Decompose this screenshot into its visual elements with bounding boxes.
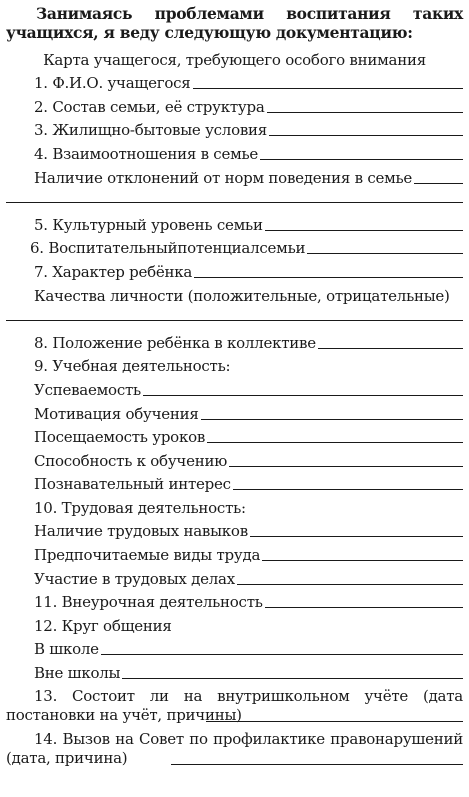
field-family-composition: 2. Состав семьи, её структура	[6, 93, 463, 117]
field-labor-skills: Наличие трудовых навыков	[6, 518, 463, 542]
section-labor: 10. Трудовая деятельность:	[34, 498, 246, 517]
field-extracurricular: 11. Внеурочная деятельность	[6, 589, 463, 613]
field-educational-potential: 6. Воспитательныйпотенциалсемьи	[6, 235, 463, 259]
field-cognitive-interest: Познавательный интерес	[6, 471, 463, 495]
fill-line[interactable]	[143, 395, 463, 396]
fill-line[interactable]	[265, 230, 463, 231]
field-position-in-collective: 8. Положение ребёнка в коллективе	[6, 329, 463, 353]
card-title	[6, 46, 463, 70]
fill-line[interactable]	[193, 88, 464, 89]
fill-line[interactable]	[233, 489, 463, 490]
section-study: 9. Учебная деятельность:	[34, 357, 231, 376]
fill-line[interactable]	[237, 584, 463, 585]
fill-line[interactable]	[267, 112, 463, 113]
field-motivation: Мотивация обучения	[6, 400, 463, 424]
field-personal-qualities: Качества личности (положительные, отрицательные)	[34, 286, 450, 305]
card-title-text: Карта учащегося, требующего особого внимания	[43, 50, 426, 69]
field-family-culture: 5. Культурный уровень семьи	[6, 211, 463, 235]
field-fio: 1. Ф.И.О. учащегося	[6, 70, 463, 94]
fill-line[interactable]	[201, 419, 463, 420]
fill-line[interactable]	[101, 654, 463, 655]
field-child-character: 7. Характер ребёнка	[6, 258, 463, 282]
fill-line[interactable]	[194, 277, 463, 278]
intro-paragraph: Занимаясь проблемами воспитания таких учащихся, я веду следующую документацию:	[6, 4, 463, 42]
field-at-school: В школе	[6, 636, 463, 660]
field-progress: Успеваемость	[6, 376, 463, 400]
field-labor-participation: Участие в трудовых делах	[6, 565, 463, 589]
field-outside-school: Вне школы	[6, 659, 463, 683]
fill-line[interactable]	[318, 348, 463, 349]
fill-line[interactable]	[260, 159, 463, 160]
fill-line[interactable]	[171, 764, 463, 765]
fill-line[interactable]	[229, 466, 463, 467]
field-living-conditions: 3. Жилищно-бытовые условия	[6, 117, 463, 141]
full-fill-line[interactable]	[6, 306, 463, 330]
fill-line[interactable]	[414, 183, 463, 184]
fill-line[interactable]	[250, 536, 463, 537]
fill-line[interactable]	[207, 442, 463, 443]
fill-line[interactable]	[307, 253, 463, 254]
field-preferred-labor: Предпочитаемые виды труда	[6, 541, 463, 565]
field-school-registration: 13. Состоит ли на внутришкольном учёте (дата постановки на учёт, причины)	[6, 687, 463, 725]
fill-line[interactable]	[269, 135, 463, 136]
fill-line[interactable]	[262, 560, 463, 561]
field-family-deviations: Наличие отклонений от норм поведения в семье	[6, 164, 463, 188]
fill-line[interactable]	[265, 607, 463, 608]
field-attendance: Посещаемость уроков	[6, 424, 463, 448]
field-family-relations: 4. Взаимоотношения в семье	[6, 140, 463, 164]
field-prevention-council: 14. Вызов на Совет по профилактике правонарушений (дата, причина)	[6, 730, 463, 768]
fill-line[interactable]	[206, 721, 463, 722]
field-learning-ability: Способность к обучению	[6, 447, 463, 471]
section-social-circle: 12. Круг общения	[34, 616, 172, 635]
fill-line[interactable]	[122, 678, 463, 679]
full-fill-line[interactable]	[6, 188, 463, 212]
